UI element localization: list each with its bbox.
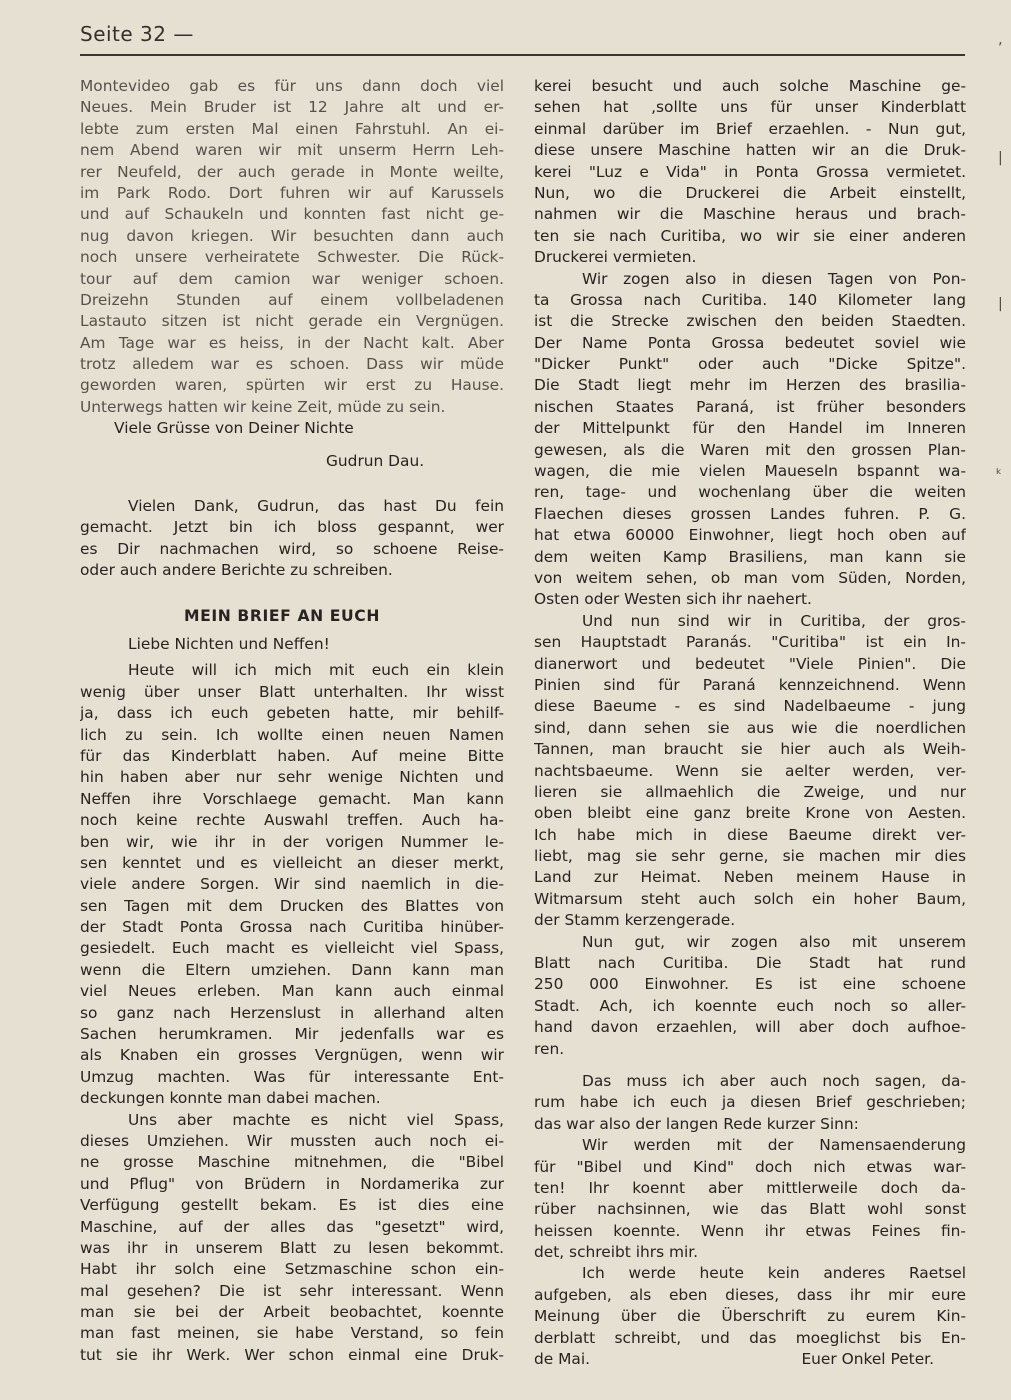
closing-date: de Mai.: [534, 1350, 591, 1369]
text-line: Land zur Heimat. Neben meinem Hause in: [534, 868, 966, 887]
text-line: noch unsere verheiratete Schwester. Die Rück-: [80, 248, 504, 267]
text-line: Nun gut, wir zogen also mit unserem: [582, 932, 966, 951]
text-line: man sie bei der Arbeit beobachtet, koennte: [80, 1303, 504, 1322]
text-line: viele andere Sorgen. Wir sind naemlich in die-: [80, 875, 504, 894]
text-line: mal gesehen? Die ist sehr interessant. Wenn: [80, 1281, 504, 1300]
text-line: tour auf dem camion war weniger schoen.: [80, 269, 504, 288]
spacer: [534, 1060, 966, 1071]
text-line: Ich habe mich in diese Baeume direkt ver-: [534, 825, 966, 844]
margin-mark: |: [998, 296, 1003, 312]
text-line: "Dicker Punkt" oder auch "Dicke Spitze".: [534, 355, 966, 374]
text-line: man fast meinen, sie habe Verstand, so fein: [80, 1324, 504, 1343]
text-line: Die Stadt liegt mehr im Herzen des brasilia-: [534, 376, 966, 395]
text-line: Druckerei vermieten.: [534, 248, 697, 267]
text-line: von weitem sehen, ob man vom Süden, Norden,: [534, 568, 966, 587]
text-line: im Park Rodo. Dort fuhren wir auf Karussels: [80, 183, 504, 202]
text-line: ta Grossa nach Curitiba. 140 Kilometer lang: [534, 290, 966, 309]
text-line: gewesen, als die Waren mit den grossen Plan-: [534, 440, 966, 459]
margin-mark: ‚: [998, 32, 1003, 48]
editor-reply: [80, 496, 504, 582]
text-line: Neues. Mein Bruder ist 12 Jahre alt und er-: [80, 98, 504, 117]
text-line: det, schreibt ihrs mir.: [534, 1243, 699, 1262]
text-line: heissen koennte. Wenn ihr etwas Feines fin-: [534, 1221, 966, 1240]
text-line: gemacht. Jetzt bin ich bloss gespannt, wer: [80, 518, 504, 537]
page-number: Seite 32 —: [80, 22, 194, 46]
text-line: wagen, die mie vielen Maueseln bspannt wa-: [534, 462, 966, 481]
text-line: nem Abend waren wir mit unserm Herrn Leh-: [80, 141, 504, 160]
text-line: für "Bibel und Kind" doch nich etwas war-: [534, 1157, 966, 1176]
text-line: Ich werde heute kein anderes Raetsel: [582, 1264, 966, 1283]
body-paragraph: [534, 1071, 966, 1135]
text-line: Heute will ich mich mit euch ein klein: [128, 661, 504, 680]
text-line: hand davon erzaehlen, will aber doch aufhoe-: [534, 1018, 966, 1037]
text-line: lich zu sein. Ich wollte einen neuen Namen: [80, 725, 504, 744]
text-line: rüber nachsinnen, wie das Blatt wohl sonst: [534, 1200, 966, 1219]
body-paragraph: [80, 660, 504, 1109]
text-line: liebt, mag sie sehr gerne, sie machen mir dies: [534, 847, 966, 866]
text-line: lebte zum ersten Mal einen Fahrstuhl. An ei-: [80, 119, 504, 138]
text-line: ja, dass ich euch gebeten hatte, mir behilf-: [80, 704, 504, 723]
text-line: dieses Umziehen. Wir mussten auch noch ei-: [80, 1131, 504, 1150]
text-line: trotz alledem war es schoen. Dass wir müde: [80, 355, 504, 374]
text-line: oben bleibt eine ganz breite Krone von Aesten.: [534, 804, 966, 823]
right-column: [534, 76, 966, 1370]
text-line: Unterwegs hatten wir keine Zeit, müde zu sein.: [80, 397, 446, 416]
left-column: [80, 76, 504, 1366]
text-line: kerei "Luz e Vida" in Ponta Grossa vermietet.: [534, 162, 966, 181]
text-line: Stadt. Ach, ich koennte euch noch so aller-: [534, 996, 966, 1015]
spacer: [80, 582, 504, 606]
text-line: Wir zogen also in diesen Tagen von Pon-: [582, 269, 966, 288]
text-line: Flaechen dieses grossen Landes fuhren. P. G.: [534, 504, 966, 523]
letter-paragraph: [80, 76, 504, 440]
text-line: deckungen konnte man dabei machen.: [80, 1089, 381, 1108]
body-paragraph: [80, 1110, 504, 1367]
text-line: sen Hauptstadt Paranás. "Curitiba" ist ein In-: [534, 633, 966, 652]
text-line: Sachen herumkramen. Mir jedenfalls war es: [80, 1025, 504, 1044]
margin-mark: ₖ: [996, 462, 1002, 478]
text-line: Verfügung gestellt bekam. Es ist dies eine: [80, 1196, 504, 1215]
text-line: sen Tagen mit dem Drucken des Blattes von: [80, 896, 504, 915]
text-line: rer Neufeld, der auch gerade in Monte weilte,: [80, 162, 504, 181]
text-line: als Knaben ein grosses Vergnügen, wenn wir: [80, 1046, 504, 1065]
text-line: es Dir nachmachen wird, so schoene Reise-: [80, 539, 504, 558]
text-line: Maschine, auf der alles das "gesetzt" wird,: [80, 1217, 504, 1236]
body-paragraph: [534, 76, 966, 269]
text-line: ren.: [534, 1039, 565, 1058]
text-line: Tannen, man braucht sie hier auch als Weih-: [534, 740, 966, 759]
spacer: [80, 627, 504, 634]
text-line: Meinung über die Überschrift zu eurem Kin-: [534, 1307, 966, 1326]
text-line: Montevideo gab es für uns dann doch viel: [80, 77, 504, 95]
closing-line: [534, 1349, 966, 1370]
text-line: 250 000 Einwohner. Es ist eine schoene: [534, 975, 966, 994]
spacer: [80, 440, 504, 451]
text-line: ist die Strecke zwischen den beiden Staedten.: [534, 312, 966, 331]
text-line: der Stamm kerzengerade.: [534, 911, 736, 930]
closing-signature: Euer Onkel Peter.: [801, 1350, 934, 1369]
text-line: das war also der langen Rede kurzer Sinn:: [534, 1114, 859, 1133]
text-line: Lastauto sitzen ist nicht gerade ein Vergnügen.: [80, 312, 504, 331]
text-line: ten! Ihr koennt aber mittlerweile doch da-: [534, 1178, 966, 1197]
text-line: geworden waren, spürten wir erst zu Hause.: [80, 376, 504, 395]
text-line: rum habe ich euch ja diesen Brief geschrieben;: [534, 1093, 966, 1112]
text-line: wenig über unser Blatt unterhalten. Ihr wisst: [80, 682, 504, 701]
text-line: sehen hat ,sollte uns für unser Kinderblatt: [534, 98, 966, 117]
letter-signature: Gudrun Dau.: [326, 451, 425, 470]
text-line: und auf Schaukeln und konnten fast nicht ge-: [80, 205, 504, 224]
text-line: Neffen ihre Vorschlaege gemacht. Man kann: [80, 789, 504, 808]
text-line: Am Tage war es heiss, in der Nacht kalt. Aber: [80, 333, 504, 352]
text-line: so ganz nach Herzenslust in allerhand alten: [80, 1003, 504, 1022]
text-line: dianerwort und bedeutet "Viele Pinien". Die: [534, 654, 966, 673]
text-line: einmal darüber im Brief erzaehlen. - Nun gut,: [534, 119, 966, 138]
text-line: Der Name Ponta Grossa bedeutet soviel wie: [534, 333, 966, 352]
text-line: Blatt nach Curitiba. Die Stadt hat rund: [534, 954, 966, 973]
margin-mark: |: [998, 150, 1003, 166]
text-line: noch keine rechte Auswahl treffen. Auch ha-: [80, 811, 504, 830]
letter-greeting: Viele Grüsse von Deiner Nichte: [114, 419, 354, 438]
text-line: hat etwa 60000 Einwohner, liegt hoch oben auf: [534, 526, 966, 545]
spacer: [80, 472, 504, 496]
text-line: tut sie ihr Werk. Wer schon einmal eine Druk-: [80, 1345, 504, 1364]
text-line: nug davon kriegen. Wir besuchten dann auch: [80, 226, 504, 245]
body-paragraph: [534, 1135, 966, 1263]
text-line: Osten oder Westen sich ihr naehert.: [534, 590, 812, 609]
text-line: diese unsere Maschine hatten wir an die Druk-: [534, 141, 966, 160]
text-line: nischen Staates Paraná, ist früher besonders: [534, 397, 966, 416]
text-line: und Pflug" von Brüdern in Nordamerika zur: [80, 1174, 504, 1193]
text-line: Habt ihr solch eine Setzmaschine schon ein-: [80, 1260, 504, 1279]
text-line: oder auch andere Berichte zu schreiben.: [80, 561, 393, 580]
text-line: gesiedelt. Euch macht es vielleicht viel Spass,: [80, 939, 504, 958]
text-line: diese Baeume - es sind Nadelbaeume - jung: [534, 697, 966, 716]
text-line: Vielen Dank, Gudrun, das hast Du fein: [128, 497, 504, 516]
text-line: der Stadt Ponta Grossa nach Curitiba hinüber-: [80, 918, 504, 937]
body-paragraph: [534, 611, 966, 932]
text-line: lieren sie allmaehlich die Zweige, und nur: [534, 782, 966, 801]
text-line: Wir werden mit der Namensaenderung: [582, 1136, 966, 1155]
text-line: wenn die Eltern umziehen. Dann kann man: [80, 960, 504, 979]
text-line: Dreizehn Stunden auf einem vollbeladenen: [80, 290, 504, 309]
body-paragraph: [534, 932, 966, 1060]
text-line: Und nun sind wir in Curitiba, der gros-: [582, 611, 966, 630]
text-line: kerei besucht und auch solche Maschine ge-: [534, 77, 966, 95]
text-line: sen kenntet und es vielleicht an dieser merkt,: [80, 853, 504, 872]
page-header: [80, 20, 965, 56]
text-line: Nun, wo die Druckerei die Arbeit einstellt,: [534, 183, 966, 202]
text-line: dem weiten Kamp Brasiliens, man kann sie: [534, 547, 966, 566]
salutation: Liebe Nichten und Neffen!: [128, 634, 330, 653]
text-line: sind, dann sehen sie aus wie die noerdlichen: [534, 718, 966, 737]
text-line: nahmen wir die Maschine heraus und brach-: [534, 205, 966, 224]
body-paragraph: [534, 1263, 966, 1370]
text-line: was ihr in unserem Blatt zu lesen bekommt.: [80, 1238, 504, 1257]
section-heading: MEIN BRIEF AN EUCH: [183, 606, 381, 625]
text-line: Umzug machten. Was für interessante Ent-: [80, 1067, 504, 1086]
text-line: ne grosse Maschine mitnehmen, die "Bibel: [80, 1153, 504, 1172]
text-line: Witmarsum steht auch solch ein hoher Baum,: [534, 889, 966, 908]
text-line: für das Kinderblatt haben. Auf meine Bitte: [80, 746, 504, 765]
text-line: derblatt schreibt, und das moeglichst bis En-: [534, 1328, 966, 1347]
text-line: Das muss ich aber auch noch sagen, da-: [582, 1071, 966, 1090]
text-line: hin haben aber nur sehr wenige Nichten und: [80, 768, 504, 787]
text-line: ben wir, wie ihr in der vorigen Nummer le-: [80, 832, 504, 851]
text-line: Pinien sind für Paraná kennzeichnend. Wenn: [534, 675, 966, 694]
body-paragraph: [534, 269, 966, 611]
text-line: aufgeben, als eben dieses, dass ihr mir eure: [534, 1285, 966, 1304]
text-line: ren, tage- und wochenlang über die weiten: [534, 483, 966, 502]
text-line: Uns aber machte es nicht viel Spass,: [128, 1110, 504, 1129]
text-line: nachtsbaeume. Wenn sie aelter werden, ver-: [534, 761, 966, 780]
text-line: der Mittelpunkt für den Handel im Inneren: [534, 419, 966, 438]
text-line: viel Neues erleben. Man kann auch einmal: [80, 982, 504, 1001]
text-line: ten sie nach Curitiba, wo wir sie einer anderen: [534, 226, 966, 245]
